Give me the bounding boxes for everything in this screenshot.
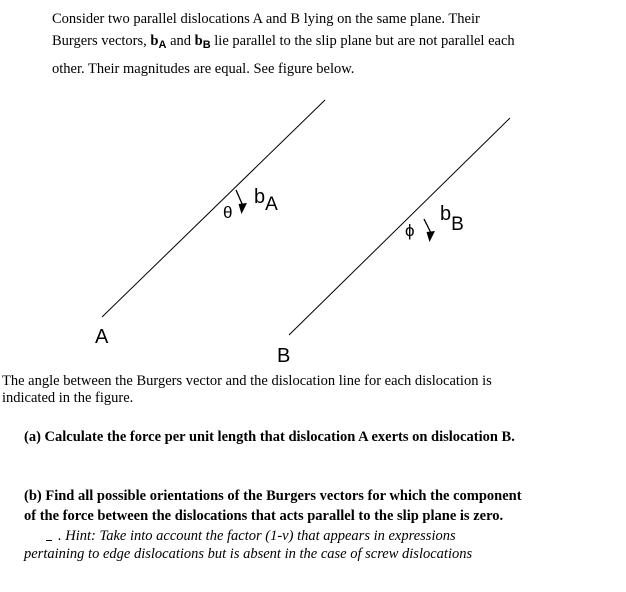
b-b-label: bB xyxy=(440,203,464,235)
dislocation-a-label: A xyxy=(95,326,109,348)
dislocation-line-b xyxy=(289,118,510,335)
caption-line-1: The angle between the Burgers vector and the dislocation line for each dislocation is xyxy=(2,373,492,389)
intro-line-2-pre: Burgers vectors, xyxy=(52,33,151,49)
b-a-label: bA xyxy=(254,186,278,215)
hint-marker xyxy=(46,540,52,541)
intro-line-2-post: lie parallel to the slip plane but are not parallel each xyxy=(210,33,515,49)
question-b-line-2: of the force between the dislocations that acts parallel to the slip plane is zero. xyxy=(24,508,504,524)
dislocation-b-label: B xyxy=(277,345,291,367)
question-b-line-1: (b) Find all possible orientations of the Burgers vectors for which the component xyxy=(24,488,522,504)
caption-line-2: indicated in the figure. xyxy=(2,390,134,406)
intro-line-3: other. Their magnitudes are equal. See figure below. xyxy=(52,61,355,77)
burgers-vector-arrow-b xyxy=(424,219,435,242)
intro-line-2-and: and xyxy=(166,33,195,49)
theta-angle-label: θ xyxy=(223,203,233,222)
burgers-vector-b-b-symbol: $b_B$ xyxy=(194,33,211,51)
dislocation-line-a xyxy=(102,100,325,317)
burgers-vector-arrow-a xyxy=(236,190,247,214)
question-a: (a) Calculate the force per unit length that dislocation A exerts on dislocation B. xyxy=(24,429,515,445)
phi-angle-label: ϕ xyxy=(405,221,415,240)
intro-line-1: Consider two parallel dislocations A and B lying on the same plane. Their xyxy=(52,11,480,27)
hint-line-1: . Hint: Take into account the factor (1-ν) that appears in expressions xyxy=(58,528,456,544)
burgers-vector-b-a-symbol: $b_A$ xyxy=(150,33,167,51)
hint-line-2: pertaining to edge dislocations but is absent in the case of screw dislocations xyxy=(24,546,473,562)
